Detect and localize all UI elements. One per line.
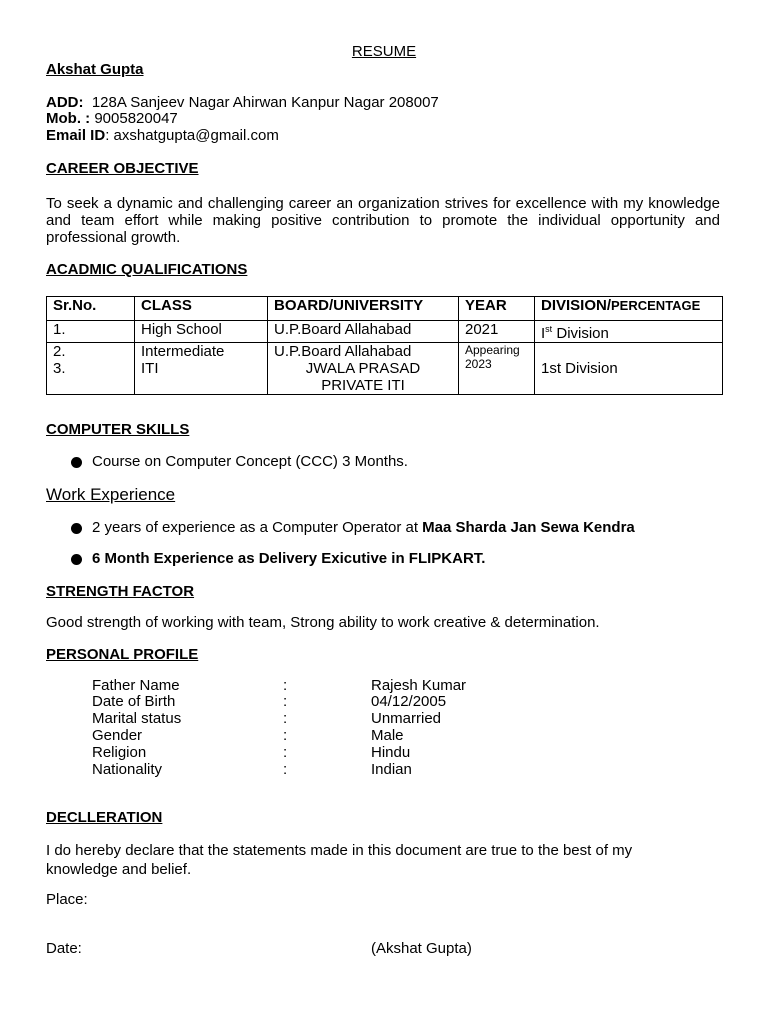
profile-label-dob: Date of Birth — [92, 693, 176, 710]
profile-value-marital: Unmarried — [371, 710, 442, 727]
col-division — [535, 297, 723, 321]
work-item-1 — [92, 519, 635, 536]
qualifications-heading: ACADMIC QUALIFICATIONS — [46, 261, 248, 278]
profile-label-religion: Religion — [92, 744, 147, 761]
email-line — [46, 127, 279, 144]
profile-value-gender: Male — [371, 727, 404, 744]
mobile-label: Mob — [46, 110, 77, 127]
profile-label-nationality: Nationality — [92, 761, 163, 778]
profile-value-dob: 04/12/2005 — [371, 693, 447, 710]
profile-label-marital: Marital status — [92, 710, 182, 727]
qualifications-table — [46, 296, 723, 395]
bullet-icon — [71, 554, 82, 565]
cell-board — [268, 343, 459, 395]
email-value: : axshatgupta@gmail.com — [105, 127, 279, 144]
profile-value-father: Rajesh Kumar — [371, 677, 467, 694]
cell-division: 1st Division — [535, 343, 723, 395]
cell-sr: 1. — [47, 321, 135, 343]
cell-board: U.P.Board Allahabad — [268, 321, 459, 343]
signature: (Akshat Gupta) — [371, 940, 472, 957]
sr-2: 2. — [53, 343, 66, 360]
col-sr-no: Sr.No. — [47, 297, 135, 321]
declaration-heading: DECLLERATION — [46, 809, 163, 826]
col-percentage-label: PERCENTAGE — [611, 298, 701, 313]
sr-3: 3. — [53, 360, 66, 377]
table-row — [47, 321, 723, 343]
mobile-line — [46, 110, 178, 127]
col-division-label: DIVISION/ — [541, 297, 612, 314]
table-header-row — [47, 297, 723, 321]
strength-heading: STRENGTH FACTOR — [46, 583, 195, 600]
col-year: YEAR — [459, 297, 535, 321]
cell-sr — [47, 343, 135, 395]
address-label: ADD: — [46, 94, 84, 111]
class-intermediate: Intermediate — [141, 343, 225, 360]
profile-value-religion: Hindu — [371, 744, 411, 761]
profile-sep: : — [283, 744, 288, 761]
cell-class — [135, 343, 268, 395]
board-iti-line1: JWALA PRASAD — [305, 360, 421, 377]
work-item-1-text: 2 years of experience as a Computer Operator at — [92, 519, 423, 536]
cell-year: 2021 — [459, 321, 535, 343]
candidate-name: Akshat Gupta — [46, 61, 144, 78]
year-2023: 2023 — [465, 357, 492, 371]
class-iti: ITI — [141, 360, 159, 377]
board-iti-line2: PRIVATE ITI — [321, 377, 405, 394]
email-label: Email ID — [46, 127, 106, 144]
strength-text: Good strength of working with team, Strong ability to work creative & determination. — [46, 614, 600, 631]
division-suffix: Division — [552, 325, 609, 342]
profile-sep: : — [283, 677, 288, 694]
work-experience-heading: Work Experience — [46, 485, 176, 504]
mobile-separator: . : — [76, 110, 91, 127]
year-appearing: Appearing — [465, 343, 520, 357]
career-objective-text: To seek a dynamic and challenging career an organization strives for excellence with my knowledge and team effort while making positive contribution to promote the individual opportunity and professional growth. — [46, 195, 720, 246]
date-label: Date: — [46, 940, 82, 957]
skill-item: Course on Computer Concept (CCC) 3 Months. — [92, 453, 408, 470]
place-label: Place: — [46, 891, 88, 908]
computer-skills-heading: COMPUTER SKILLS — [46, 421, 190, 438]
personal-profile-heading: PERSONAL PROFILE — [46, 646, 199, 663]
resume-heading: RESUME — [351, 43, 417, 60]
work-item-1-employer: Maa Sharda Jan Sewa Kendra — [422, 519, 635, 536]
col-board: BOARD/UNIVERSITY — [268, 297, 459, 321]
profile-label-gender: Gender — [92, 727, 143, 744]
division-prefix: I — [541, 325, 546, 342]
mobile-value: 9005820047 — [94, 110, 178, 127]
address-line — [46, 94, 439, 111]
profile-sep: : — [283, 710, 288, 727]
col-class: CLASS — [135, 297, 268, 321]
declaration-text: I do hereby declare that the statements made in this document are true to the best of my knowledge and belief. — [46, 842, 633, 878]
address-value: 128A Sanjeev Nagar Ahirwan Kanpur Nagar 208007 — [91, 94, 439, 111]
profile-sep: : — [283, 693, 288, 710]
profile-sep: : — [283, 727, 288, 744]
work-item-2: 6 Month Experience as Delivery Exicutive in FLIPKART. — [92, 550, 486, 567]
profile-label-father: Father Name — [92, 677, 180, 694]
bullet-icon — [71, 457, 82, 468]
bullet-icon — [71, 523, 82, 534]
cell-class: High School — [135, 321, 268, 343]
table-row — [47, 343, 723, 395]
profile-sep: : — [283, 761, 288, 778]
division-sup: st — [545, 324, 553, 334]
board-intermediate: U.P.Board Allahabad — [274, 343, 412, 360]
profile-value-nationality: Indian — [371, 761, 412, 778]
career-objective-heading: CAREER OBJECTIVE — [46, 160, 199, 177]
cell-year — [459, 343, 535, 395]
cell-division — [535, 321, 723, 343]
